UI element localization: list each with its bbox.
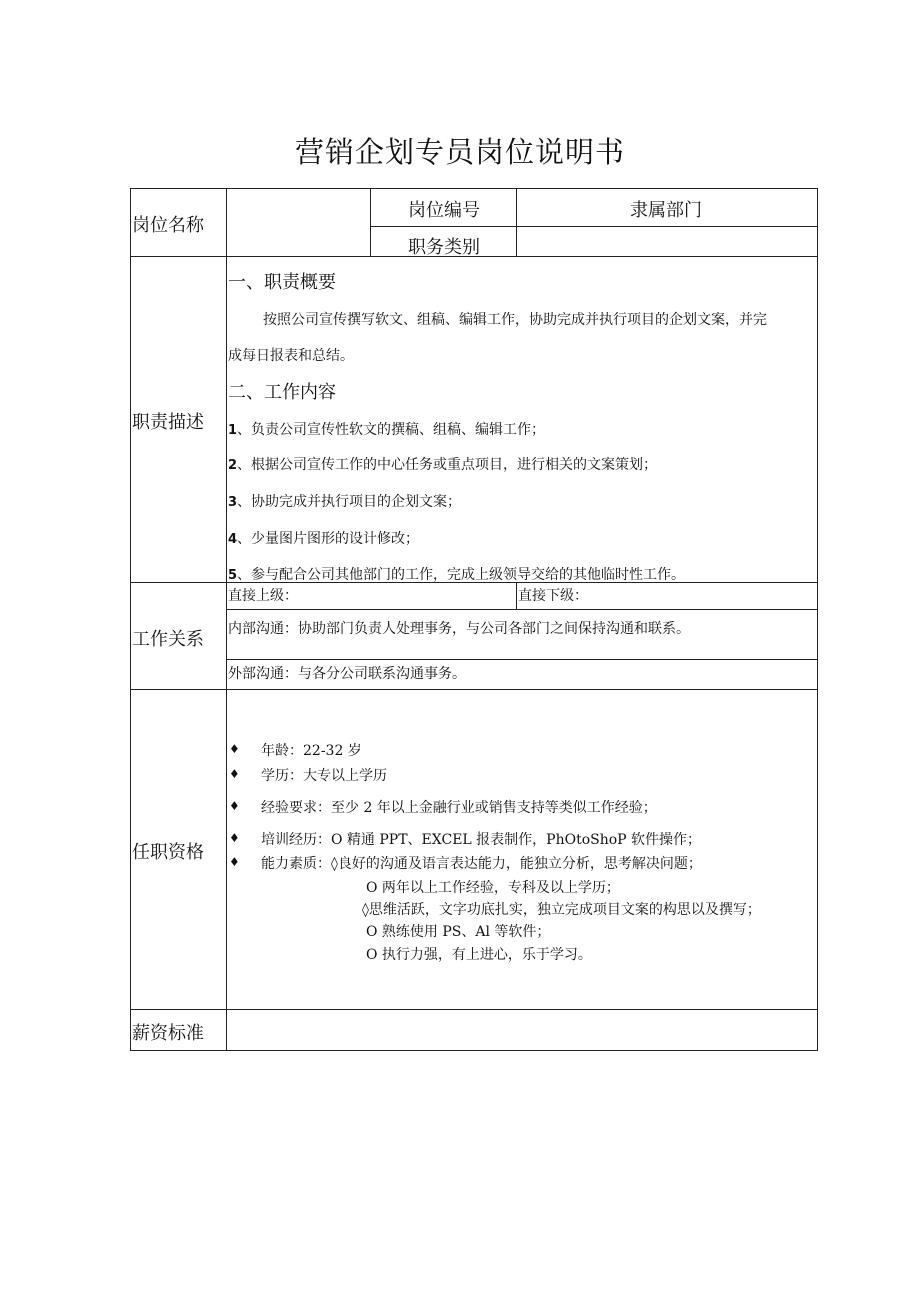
table-rule xyxy=(130,689,818,690)
table-border-right xyxy=(817,188,818,1051)
table-rule xyxy=(370,188,371,256)
ability-sub-item: O 熟练使用 PS、Al 等软件； xyxy=(366,924,551,940)
duty-item-text: 、根据公司宣传工作的中心任务或重点项目，进行相关的文案策划； xyxy=(237,457,658,473)
qualification-experience: 经验要求：至少 2 年以上金融行业或销售支持等类似工作经验； xyxy=(261,800,657,816)
qualification-ability: 能力素质：◊良好的沟通及语言表达能力，能独立分析，思考解决问题； xyxy=(261,856,702,872)
salary-label: 薪资标准 xyxy=(132,1023,204,1044)
qualification-training: 培训经历：O 精通 PPT、EXCEL 报表制作，PhOtoShoP 软件操作； xyxy=(261,832,702,848)
duty-item xyxy=(228,564,685,584)
summary-line: 成每日报表和总结。 xyxy=(228,348,354,364)
internal-communication: 内部沟通：协助部门负责人处理事务，与公司各部门之间保持沟通和联系。 xyxy=(228,621,690,637)
table-border-left xyxy=(130,188,131,1051)
bullet-icon: ♦ xyxy=(229,831,240,845)
content-heading: 二、工作内容 xyxy=(228,382,336,403)
bullet-icon: ♦ xyxy=(229,742,240,756)
table-rule xyxy=(370,226,818,227)
bullet-icon: ♦ xyxy=(229,767,240,781)
duty-item-number: 1 xyxy=(228,423,238,438)
qualifications-label: 任职资格 xyxy=(132,842,204,863)
duty-item-number: 3 xyxy=(228,495,238,510)
duty-item-text: 、负责公司宣传性软文的撰稿、组稿、编辑工作； xyxy=(237,422,546,438)
duty-item-text: 、协助完成并执行项目的企划文案； xyxy=(237,494,462,510)
table-rule xyxy=(130,1009,818,1010)
table-rule xyxy=(226,609,818,610)
job-category-label: 职务类别 xyxy=(408,237,480,258)
ability-sub-item: ◊思维活跃，文字功底扎实，独立完成项目文案的构思以及撰写； xyxy=(362,902,761,918)
bullet-icon: ♦ xyxy=(229,799,240,813)
table-border-bottom xyxy=(130,1050,818,1051)
department-label: 隶属部门 xyxy=(630,200,702,221)
duties-label: 职责描述 xyxy=(132,412,204,433)
bullet-icon: ♦ xyxy=(229,855,240,869)
duty-item-number: 2 xyxy=(228,458,238,473)
relations-label: 工作关系 xyxy=(132,629,204,650)
table-rule xyxy=(226,659,818,660)
post-name-label: 岗位名称 xyxy=(132,215,204,236)
duty-item-text: 、参与配合公司其他部门的工作，完成上级领导交给的其他临时性工作。 xyxy=(237,567,686,583)
qualification-education: 学历：大专以上学历 xyxy=(261,768,387,784)
duty-item xyxy=(228,528,419,548)
summary-line: 按照公司宣传撰写软文、组稿、编辑工作，协助完成并执行项目的企划文案，并完 xyxy=(263,312,767,328)
table-rule xyxy=(516,188,517,256)
external-communication: 外部沟通：与各分公司联系沟通事务。 xyxy=(228,666,466,682)
direct-superior: 直接上级： xyxy=(228,588,298,604)
duty-item xyxy=(228,419,545,439)
summary-heading: 一、职责概要 xyxy=(228,272,336,293)
ability-sub-item: O 执行力强，有上进心，乐于学习。 xyxy=(366,947,592,963)
duty-item xyxy=(228,454,657,474)
document-title: 营销企划专员岗位说明书 xyxy=(294,135,625,169)
post-code-label: 岗位编号 xyxy=(408,200,480,221)
direct-subordinate: 直接下级： xyxy=(518,588,588,604)
table-rule xyxy=(226,188,227,1051)
duty-item-text: 、少量图片图形的设计修改； xyxy=(237,531,420,547)
duty-item-number: 5 xyxy=(228,568,238,583)
qualification-age: 年龄：22-32 岁 xyxy=(261,743,362,759)
table-rule xyxy=(516,582,517,609)
ability-sub-item: O 两年以上工作经验，专科及以上学历； xyxy=(366,880,620,896)
duty-item xyxy=(228,491,461,511)
duty-item-number: 4 xyxy=(228,532,238,547)
table-border-top xyxy=(130,188,818,189)
